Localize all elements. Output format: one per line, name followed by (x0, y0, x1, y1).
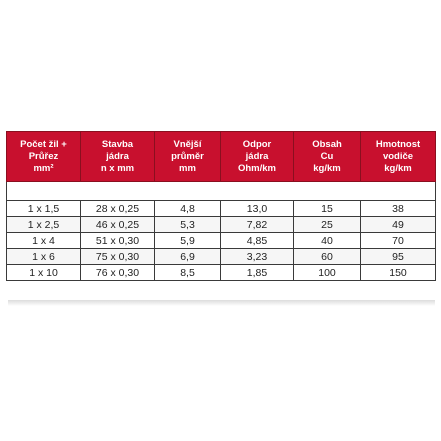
table-row (7, 265, 436, 281)
table-cell: 13,0 (221, 201, 294, 217)
header-core-resistance: Odpor jádra Ohm/km (221, 132, 294, 182)
table-cell: 75 x 0,30 (81, 249, 155, 265)
table-cell: 76 x 0,30 (81, 265, 155, 281)
table-row (7, 201, 436, 217)
table-cell: 95 (361, 249, 436, 265)
table-cell: 7,82 (221, 217, 294, 233)
spacer-cell (7, 182, 436, 201)
table-cell: 8,5 (155, 265, 221, 281)
table-row (7, 217, 436, 233)
table-cell: 100 (294, 265, 361, 281)
header-cross-section: Počet žil + Průřez mm² (7, 132, 81, 182)
table-cell: 1,85 (221, 265, 294, 281)
cable-spec-table (6, 131, 436, 281)
header-conductor-weight: Hmotnost vodiče kg/km (361, 132, 436, 182)
table-cell: 4,85 (221, 233, 294, 249)
table-cell: 6,9 (155, 249, 221, 265)
table-cell: 4,8 (155, 201, 221, 217)
table-cell: 1 x 6 (7, 249, 81, 265)
table-cell: 5,3 (155, 217, 221, 233)
table-cell: 38 (361, 201, 436, 217)
table-cell: 150 (361, 265, 436, 281)
table-cell: 46 x 0,25 (81, 217, 155, 233)
table-cell: 1 x 1,5 (7, 201, 81, 217)
table-cell: 60 (294, 249, 361, 265)
header-outer-diameter: Vnější průměr mm (155, 132, 221, 182)
table-cell: 70 (361, 233, 436, 249)
table-row (7, 233, 436, 249)
table-cell: 15 (294, 201, 361, 217)
data-rows (7, 201, 436, 281)
cable-spec-table-wrapper (6, 131, 435, 281)
spacer-row (7, 182, 436, 201)
table-cell: 49 (361, 217, 436, 233)
header-row (7, 132, 436, 182)
table-body (7, 182, 436, 201)
table-cell: 25 (294, 217, 361, 233)
table-cell: 1 x 10 (7, 265, 81, 281)
table-row (7, 249, 436, 265)
table-cell: 51 x 0,30 (81, 233, 155, 249)
table-shadow (8, 300, 435, 306)
header-core-construction: Stavba jádra n x mm (81, 132, 155, 182)
table-cell: 1 x 2,5 (7, 217, 81, 233)
table-cell: 1 x 4 (7, 233, 81, 249)
table-cell: 5,9 (155, 233, 221, 249)
table-cell: 40 (294, 233, 361, 249)
table-cell: 28 x 0,25 (81, 201, 155, 217)
header-copper-content: Obsah Cu kg/km (294, 132, 361, 182)
table-cell: 3,23 (221, 249, 294, 265)
